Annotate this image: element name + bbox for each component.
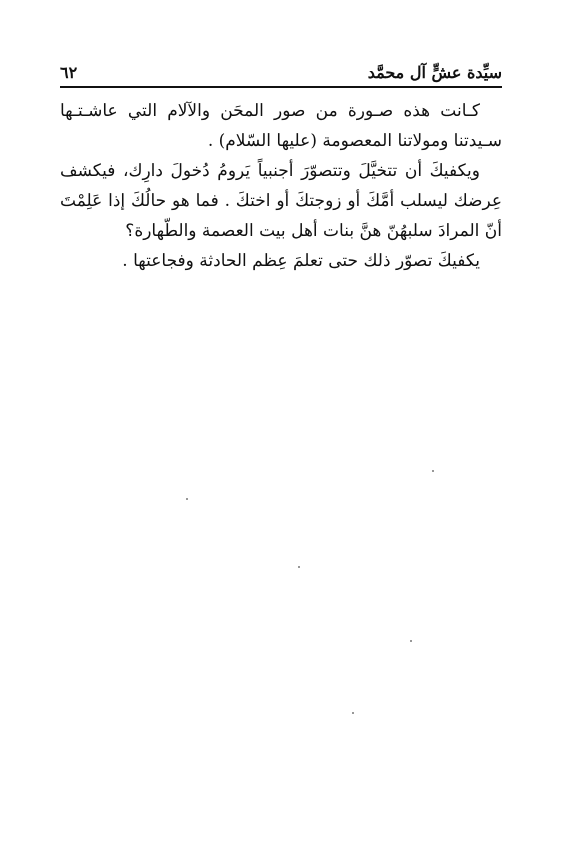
scan-speck — [432, 470, 434, 472]
scan-speck — [186, 498, 188, 500]
scan-speck — [298, 566, 300, 568]
paragraph: كـانت هذه صـورة من صور المحَن والآلام التي عاشـتـها سـيدتنا ومولاتنا المعصومة (عليها السّلام) . — [60, 101, 502, 151]
book-page — [60, 58, 502, 798]
running-header — [60, 58, 502, 88]
scan-speck — [352, 712, 354, 714]
page-body — [60, 96, 502, 276]
running-title: سيِّدة عشٍّ آل محمَّد — [367, 63, 502, 82]
paragraph: ويكفيكَ أن تتخيَّلَ وتتصوّرَ أجنبياً يَرومُ دُخولَ دارِك، فيكشف عِرضك ليسلب أمَّكَ أو زوجتكَ أو اختكَ . فما هو حالُكَ إذا عَلِمْتَ أنّ المرادَ سلبهُنّ هنَّ بنات أهل بيت العصمة والطّهارة؟ — [60, 161, 502, 241]
scan-speck — [410, 640, 412, 642]
page-number: ٦٢ — [60, 63, 78, 82]
paragraph: يكفيكَ تصوّر ذلك حتى تعلمَ عِظم الحادثة وفجاعتها . — [122, 251, 480, 271]
